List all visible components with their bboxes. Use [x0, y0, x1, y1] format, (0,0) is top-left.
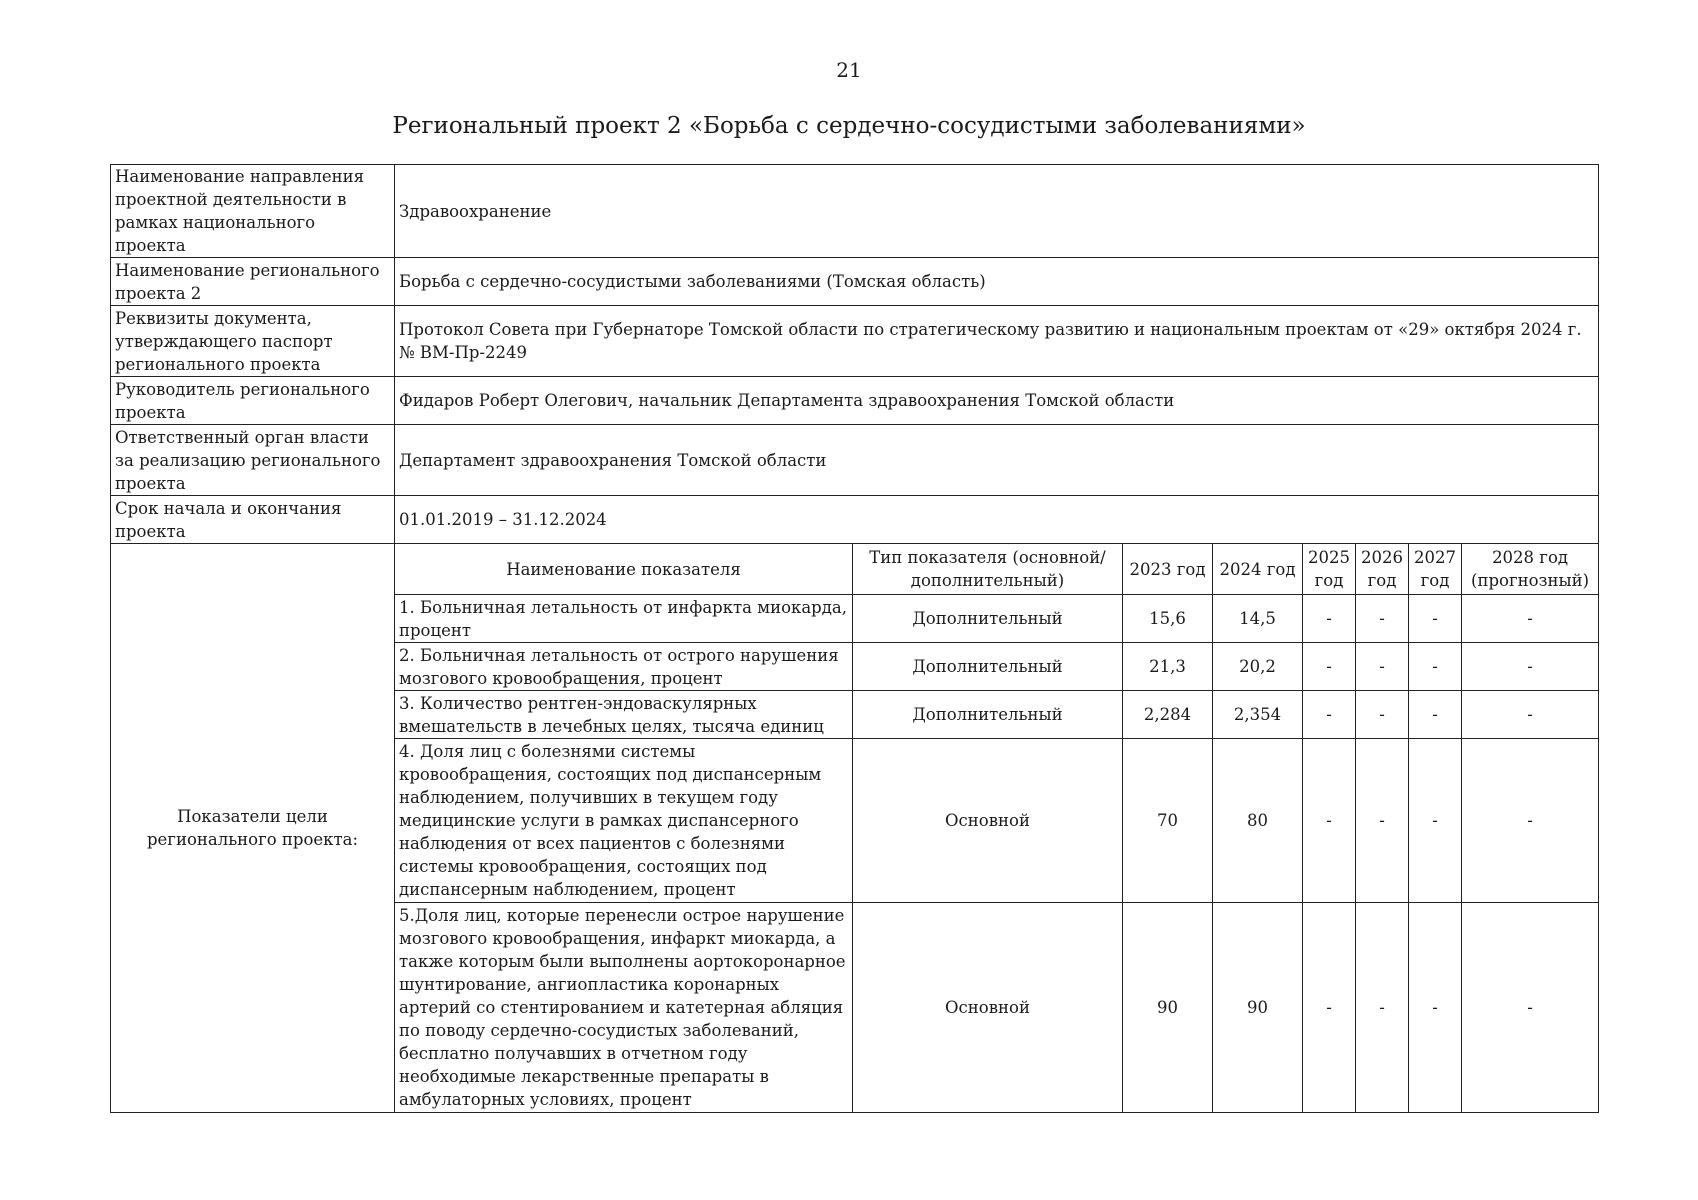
passport-value: Фидаров Роберт Олегович, начальник Департамента здравоохранения Томской области — [395, 377, 1599, 425]
value-2025: - — [1303, 739, 1356, 903]
passport-row — [111, 496, 1599, 544]
value-2026: - — [1356, 595, 1409, 643]
passport-row — [111, 258, 1599, 306]
indicator-header-row — [111, 544, 1599, 595]
header-indicator-type: Тип показателя (основной/дополнительный) — [853, 544, 1123, 595]
value-2024: 80 — [1213, 739, 1303, 903]
passport-label: Ответственный орган власти за реализацию регионального проекта — [111, 425, 395, 496]
passport-label: Наименование направления проектной деятельности в рамках национального проекта — [111, 165, 395, 258]
header-year-2023: 2023 год — [1123, 544, 1213, 595]
passport-label: Руководитель регионального проекта — [111, 377, 395, 425]
value-2027: - — [1409, 903, 1462, 1113]
value-2028: - — [1462, 595, 1599, 643]
value-2024: 2,354 — [1213, 691, 1303, 739]
indicator-type: Основной — [853, 739, 1123, 903]
value-2024: 20,2 — [1213, 643, 1303, 691]
passport-label: Наименование регионального проекта 2 — [111, 258, 395, 306]
value-2025: - — [1303, 903, 1356, 1113]
passport-row — [111, 165, 1599, 258]
project-passport-table — [110, 164, 1599, 1113]
indicator-type: Дополнительный — [853, 643, 1123, 691]
value-2026: - — [1356, 739, 1409, 903]
passport-row — [111, 377, 1599, 425]
value-2023: 2,284 — [1123, 691, 1213, 739]
passport-row — [111, 425, 1599, 496]
value-2027: - — [1409, 643, 1462, 691]
value-2027: - — [1409, 595, 1462, 643]
value-2023: 15,6 — [1123, 595, 1213, 643]
passport-value: Борьба с сердечно-сосудистыми заболеваниями (Томская область) — [395, 258, 1599, 306]
indicator-name: 4. Доля лиц с болезнями системы кровообращения, состоящих под диспансерным наблюдением, получивших в текущем году медицинские услуги в рамках диспансерного наблюдения от всех пациентов с болезнями системы кровообращения, состоящих под диспансерным наблюдением, процент — [395, 739, 853, 903]
passport-label: Реквизиты документа, утверждающего паспорт регионального проекта — [111, 306, 395, 377]
value-2024: 14,5 — [1213, 595, 1303, 643]
value-2023: 90 — [1123, 903, 1213, 1113]
value-2024: 90 — [1213, 903, 1303, 1113]
value-2026: - — [1356, 643, 1409, 691]
value-2027: - — [1409, 739, 1462, 903]
value-2025: - — [1303, 643, 1356, 691]
indicator-name: 1. Больничная летальность от инфаркта миокарда, процент — [395, 595, 853, 643]
passport-value: Протокол Совета при Губернаторе Томской области по стратегическому развитию и национальным проектам от «29» октября 2024 г. № ВМ-Пр-2249 — [395, 306, 1599, 377]
value-2028: - — [1462, 643, 1599, 691]
header-year-2027: 2027 год — [1409, 544, 1462, 595]
header-year-2028: 2028 год (прогнозный) — [1462, 544, 1599, 595]
indicator-type: Основной — [853, 903, 1123, 1113]
value-2028: - — [1462, 691, 1599, 739]
document-title: Региональный проект 2 «Борьба с сердечно-сосудистыми заболеваниями» — [392, 113, 1306, 139]
passport-value: 01.01.2019 – 31.12.2024 — [395, 496, 1599, 544]
value-2025: - — [1303, 595, 1356, 643]
header-indicator-name: Наименование показателя — [395, 544, 853, 595]
value-2023: 70 — [1123, 739, 1213, 903]
indicator-name: 2. Больничная летальность от острого нарушения мозгового кровообращения, процент — [395, 643, 853, 691]
value-2028: - — [1462, 739, 1599, 903]
indicator-type: Дополнительный — [853, 691, 1123, 739]
passport-label: Срок начала и окончания проекта — [111, 496, 395, 544]
passport-value: Здравоохранение — [395, 165, 1599, 258]
value-2026: - — [1356, 903, 1409, 1113]
value-2026: - — [1356, 691, 1409, 739]
indicator-name: 5.Доля лиц, которые перенесли острое нарушение мозгового кровообращения, инфаркт миокарда, а также которым были выполнены аортокоронарное шунтирование, ангиопластика коронарных артерий со стентированием и катетерная абляция по поводу сердечно-сосудистых заболеваний, бесплатно получавших в отчетном году необходимые лекарственные препараты в амбулаторных условиях, процент — [395, 903, 853, 1113]
header-year-2024: 2024 год — [1213, 544, 1303, 595]
indicator-name: 3. Количество рентген-эндоваскулярных вмешательств в лечебных целях, тысяча единиц — [395, 691, 853, 739]
indicator-type: Дополнительный — [853, 595, 1123, 643]
indicators-section-label: Показатели цели регионального проекта: — [111, 544, 395, 1113]
value-2027: - — [1409, 691, 1462, 739]
value-2025: - — [1303, 691, 1356, 739]
value-2023: 21,3 — [1123, 643, 1213, 691]
passport-value: Департамент здравоохранения Томской области — [395, 425, 1599, 496]
passport-row — [111, 306, 1599, 377]
page-number: 21 — [836, 58, 862, 82]
header-year-2025: 2025 год — [1303, 544, 1356, 595]
header-year-2026: 2026 год — [1356, 544, 1409, 595]
value-2028: - — [1462, 903, 1599, 1113]
